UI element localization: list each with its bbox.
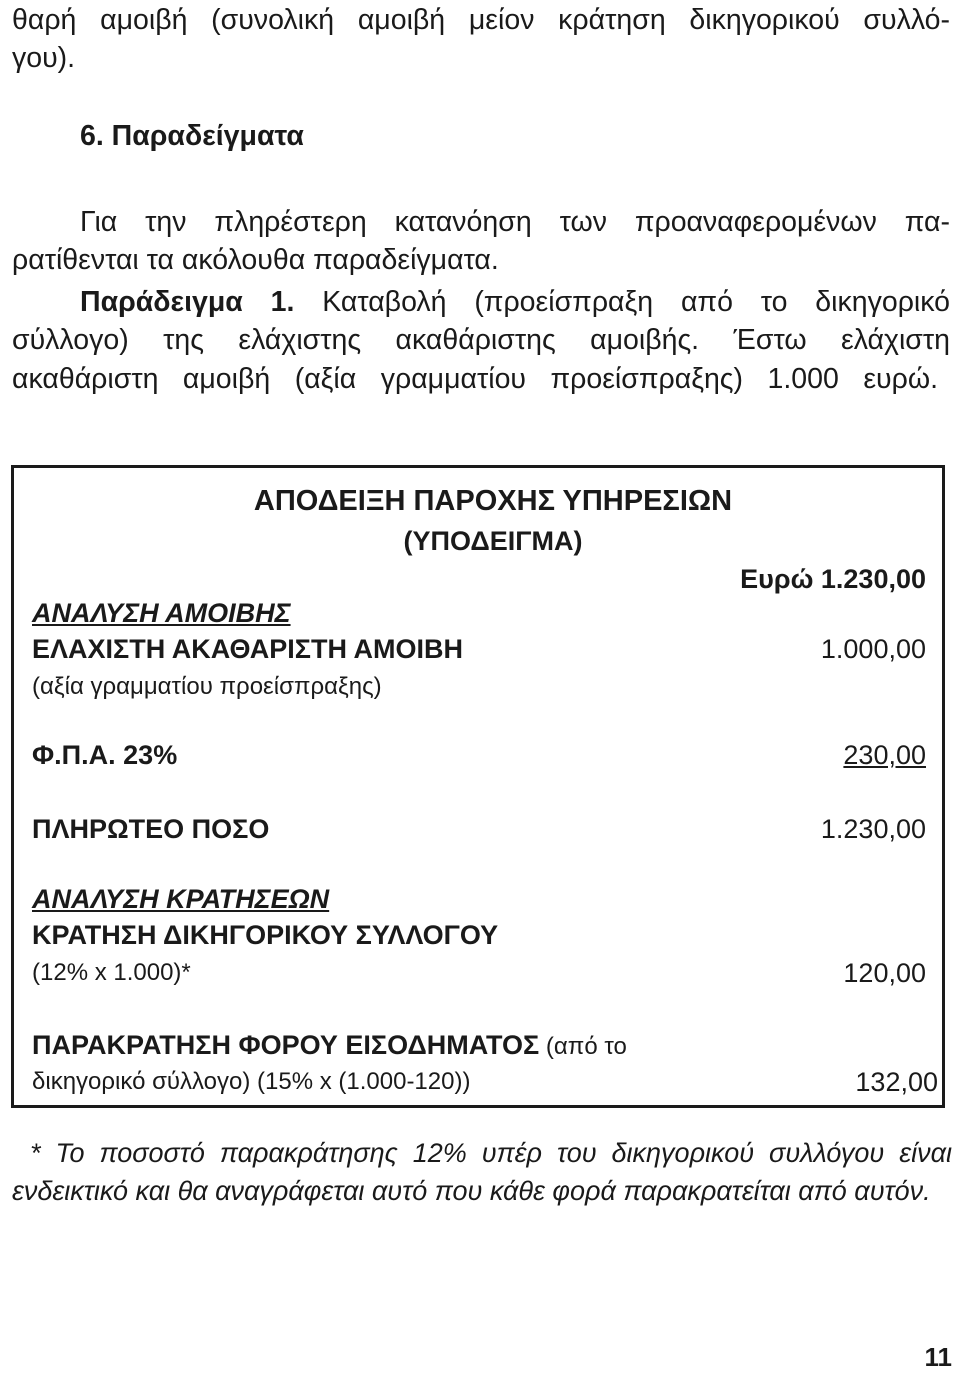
footnote: * Το ποσοστό παρακράτησης 12% υπέρ του δικηγορικού συλλόγου είναι ενδεικτικό και θα αναγράφεται αυτό που κάθε φορά παρακρατείται από αυτόν. xyxy=(12,1138,952,1206)
vat-label: Φ.Π.Α. 23% xyxy=(32,740,178,770)
receipt-title: ΑΠΟΔΕΙΞΗ ΠΑΡΟΧΗΣ ΥΠΗΡΕΣΙΩΝ xyxy=(253,485,733,517)
vat-value: 230,00 xyxy=(843,740,926,770)
bar-withholding-formula: (12% x 1.000)* xyxy=(32,959,191,986)
tax-withholding-label: ΠΑΡΑΚΡΑΤΗΣΗ ΦΟΡΟΥ ΕΙΣΟΔΗΜΑΤΟΣ xyxy=(32,1030,540,1060)
min-fee-label: ΕΛΑΧΙΣΤΗ ΑΚΑΘΑΡΙΣΤΗ ΑΜΟΙΒΗ xyxy=(32,634,463,664)
bar-withholding-value: 120,00 xyxy=(843,958,926,988)
example-line-1-text: Καταβολή (προείσπραξη από το δικηγορικό xyxy=(294,286,950,318)
receipt-total-header: Ευρώ 1.230,00 xyxy=(740,564,926,594)
receipt-subtitle: (ΥΠΟΔΕΙΓΜΑ) xyxy=(403,526,583,556)
fee-analysis-heading: ΑΝΑΛΥΣΗ ΑΜΟΙΒΗΣ xyxy=(32,598,291,628)
tax-withholding-formula: δικηγορικό σύλλογο) (15% x (1.000-120)) xyxy=(32,1068,471,1095)
withholdings-heading: ΑΝΑΛΥΣΗ ΚΡΑΤΗΣΕΩΝ xyxy=(32,884,330,914)
paragraph-line-2: ρατίθενται τα ακόλουθα παραδείγματα. xyxy=(12,244,499,276)
paragraph-line-1: Για την πληρέστερη κατανόηση των προαναφερομένων πα- xyxy=(80,206,950,238)
section-heading: 6. Παραδείγματα xyxy=(80,120,304,152)
payable-label: ΠΛΗΡΩΤΕΟ ΠΟΣΟ xyxy=(32,814,270,844)
page-number: 11 xyxy=(924,1342,952,1372)
payable-value: 1.230,00 xyxy=(820,814,926,844)
example-line-2: σύλλογο) της ελάχιστης ακαθάριστης αμοιβής. Έστω ελάχιστη xyxy=(12,324,950,356)
receipt-box xyxy=(11,465,945,1108)
bar-withholding-label: ΚΡΑΤΗΣΗ ΔΙΚΗΓΟΡΙΚΟΥ ΣΥΛΛΟΓΟΥ xyxy=(32,920,499,950)
tax-withholding-label-suffix: (από το xyxy=(539,1033,627,1060)
tax-withholding-value: 132,00 xyxy=(855,1067,938,1097)
example-line-3: ακαθάριστη αμοιβή (αξία γραμματίου προείσπραξης) 1.000 ευρώ. xyxy=(12,363,938,395)
intro-line-1: θαρή αμοιβή (συνολική αμοιβή μείον κράτηση δικηγορικού συλλό- xyxy=(12,4,950,36)
tax-withholding-label-line xyxy=(32,1028,627,1064)
example-label: Παράδειγμα 1. xyxy=(80,286,295,318)
min-fee-note: (αξία γραμματίου προείσπραξης) xyxy=(32,673,382,700)
intro-line-2: γου). xyxy=(12,42,76,74)
min-fee-value: 1.000,00 xyxy=(820,634,926,664)
example-line-1 xyxy=(80,284,950,320)
